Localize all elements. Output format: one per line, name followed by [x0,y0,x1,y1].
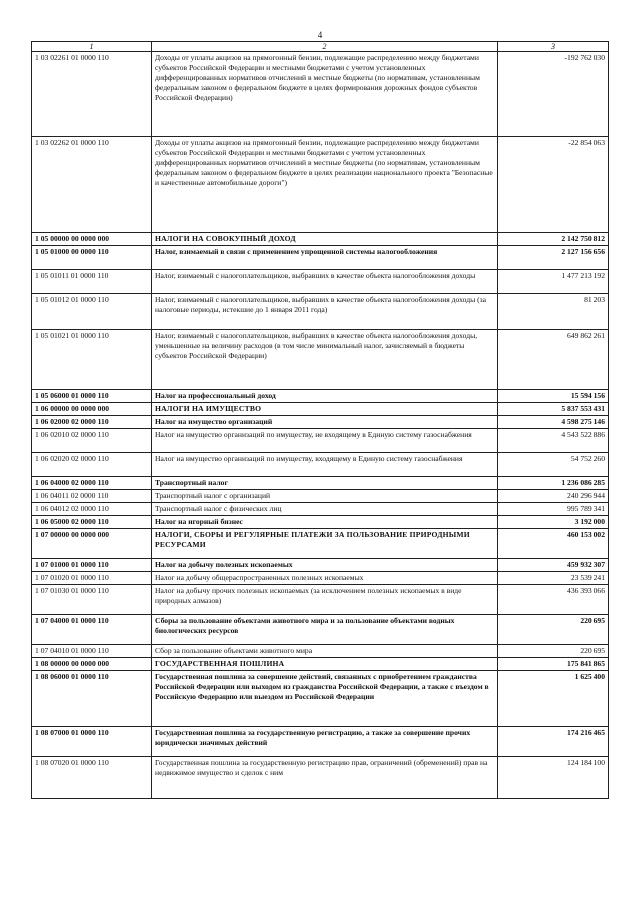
row-name: Сборы за пользование объектами животного мира и за пользование объектами водных биологических ресурсов [152,615,498,645]
row-amount: 220 695 [498,645,609,658]
row-amount: 5 837 553 431 [498,403,609,416]
row-amount: 220 695 [498,615,609,645]
row-code: 1 07 01030 01 0000 110 [32,585,152,615]
table-row [32,572,609,585]
table-row [32,529,609,559]
row-code: 1 03 02261 01 0000 110 [32,52,152,137]
row-code: 1 05 01021 01 0000 110 [32,330,152,390]
table-row [32,559,609,572]
row-code: 1 07 01000 01 0000 110 [32,559,152,572]
row-amount: 436 393 066 [498,585,609,615]
table-row [32,490,609,503]
table-row [32,658,609,671]
row-name: Государственная пошлина за государственную регистрацию, а также за совершение прочих юридически значимых действий [152,727,498,757]
column-number-header [32,42,609,52]
table-row [32,403,609,416]
row-amount: 649 862 261 [498,330,609,390]
table-row [32,429,609,453]
row-amount: 460 153 002 [498,529,609,559]
table-row [32,671,609,727]
row-name: Транспортный налог с организаций [152,490,498,503]
row-code: 1 06 02000 02 0000 110 [32,416,152,429]
row-code: 1 06 02010 02 0000 110 [32,429,152,453]
row-code: 1 08 00000 00 0000 000 [32,658,152,671]
row-amount: 240 296 944 [498,490,609,503]
row-amount: 459 932 307 [498,559,609,572]
row-code: 1 05 01011 01 0000 110 [32,270,152,294]
row-code: 1 05 06000 01 0000 110 [32,390,152,403]
row-code: 1 06 04011 02 0000 110 [32,490,152,503]
row-amount: 174 216 465 [498,727,609,757]
row-name: Налог на профессиональный доход [152,390,498,403]
row-name: ГОСУДАРСТВЕННАЯ ПОШЛИНА [152,658,498,671]
row-code: 1 06 04000 02 0000 110 [32,477,152,490]
table-row [32,615,609,645]
row-code: 1 08 06000 01 0000 110 [32,671,152,727]
row-code: 1 07 00000 00 0000 000 [32,529,152,559]
row-name: Государственная пошлина за государственную регистрацию прав, ограничений (обременений) прав на недвижимое имущество и сделок с ним [152,757,498,799]
table-row [32,503,609,516]
row-amount: 1 625 400 [498,671,609,727]
row-amount: 124 184 100 [498,757,609,799]
table-row [32,453,609,477]
table-row [32,390,609,403]
row-amount: 175 841 865 [498,658,609,671]
row-code: 1 05 00000 00 0000 000 [32,233,152,246]
row-code: 1 06 02020 02 0000 110 [32,453,152,477]
table-row [32,246,609,270]
row-name: Налог на игорный бизнес [152,516,498,529]
row-name: Налог на имущество организаций по имуществу, не входящему в Единую систему газоснабжения [152,429,498,453]
row-amount: 23 539 241 [498,572,609,585]
row-amount: 81 203 [498,294,609,330]
row-name: НАЛОГИ НА СОВОКУПНЫЙ ДОХОД [152,233,498,246]
row-amount: 2 127 156 656 [498,246,609,270]
revenue-table [31,41,609,799]
table-row [32,757,609,799]
row-amount: 15 594 156 [498,390,609,403]
row-amount: 54 752 260 [498,453,609,477]
row-amount: -192 762 030 [498,52,609,137]
row-name: Государственная пошлина за совершение действий, связанных с приобретением гражданства Российской Федерации или выходом из гражданства Российской Федерации, а также с въездом в Российскую Федерацию или выездом из Российской Федерации [152,671,498,727]
table-row [32,477,609,490]
row-name: Налог на имущество организаций [152,416,498,429]
row-code: 1 07 04010 01 0000 110 [32,645,152,658]
row-amount: 3 192 000 [498,516,609,529]
table-row [32,137,609,233]
row-name: Доходы от уплаты акцизов на прямогонный бензин, подлежащие распределению между бюджетами субъектов Российской Федерации и местными бюджетами с учетом установленных дифференцированных нормативов отчислений в местные бюджеты (по нормативам, установленным федеральным законом о федеральном бюджете в целях реализации национального проекта "Безопасные и качественные автомобильные дороги") [152,137,498,233]
table-row [32,645,609,658]
row-name: Налог на добычу общераспространенных полезных ископаемых [152,572,498,585]
table-row [32,52,609,137]
table-row [32,727,609,757]
row-amount: 1 236 086 285 [498,477,609,490]
row-name: Налог, взимаемый в связи с применением упрощенной системы налогообложения [152,246,498,270]
table-row [32,233,609,246]
table-row [32,416,609,429]
table-row [32,516,609,529]
row-name: Транспортный налог [152,477,498,490]
row-amount: -22 854 063 [498,137,609,233]
page-number: 4 [317,30,323,40]
row-code: 1 08 07000 01 0000 110 [32,727,152,757]
row-name: Налог на добычу полезных ископаемых [152,559,498,572]
row-code: 1 08 07020 01 0000 110 [32,757,152,799]
row-name: Налог, взимаемый с налогоплательщиков, выбравших в качестве объекта налогообложения доходы, уменьшенные на величину расходов (в том числе минимальный налог, зачисляемый в бюджеты субъектов Российской Федерации) [152,330,498,390]
row-amount: 1 477 213 192 [498,270,609,294]
row-code: 1 05 01000 00 0000 110 [32,246,152,270]
row-code: 1 03 02262 01 0000 110 [32,137,152,233]
row-code: 1 06 00000 00 0000 000 [32,403,152,416]
row-code: 1 07 01020 01 0000 110 [32,572,152,585]
row-name: Налог, взимаемый с налогоплательщиков, выбравших в качестве объекта налогообложения доходы [152,270,498,294]
row-amount: 995 789 341 [498,503,609,516]
row-amount: 4 543 522 886 [498,429,609,453]
table-row [32,585,609,615]
row-name: Налог на добычу прочих полезных ископаемых (за исключением полезных ископаемых в виде природных алмазов) [152,585,498,615]
table-row [32,270,609,294]
row-amount: 4 598 275 146 [498,416,609,429]
row-name: Налог на имущество организаций по имуществу, входящему в Единую систему газоснабжения [152,453,498,477]
row-name: Транспортный налог с физических лиц [152,503,498,516]
table-row [32,294,609,330]
header-col-3: 3 [498,42,609,52]
header-col-2: 2 [152,42,498,52]
row-name: НАЛОГИ, СБОРЫ И РЕГУЛЯРНЫЕ ПЛАТЕЖИ ЗА ПОЛЬЗОВАНИЕ ПРИРОДНЫМИ РЕСУРСАМИ [152,529,498,559]
row-name: Сбор за пользование объектами животного мира [152,645,498,658]
header-col-1: 1 [32,42,152,52]
row-name: НАЛОГИ НА ИМУЩЕСТВО [152,403,498,416]
row-code: 1 07 04000 01 0000 110 [32,615,152,645]
row-code: 1 06 05000 02 0000 110 [32,516,152,529]
table-row [32,330,609,390]
row-code: 1 06 04012 02 0000 110 [32,503,152,516]
row-name: Доходы от уплаты акцизов на прямогонный бензин, подлежащие распределению между бюджетами субъектов Российской Федерации и местными бюджетами с учетом установленных дифференцированных нормативов отчислений в местные бюджеты (по нормативам, установленным федеральным законом о федеральном бюджете в целях формирования дорожных фондов субъектов Российской Федерации) [152,52,498,137]
row-code: 1 05 01012 01 0000 110 [32,294,152,330]
row-amount: 2 142 750 812 [498,233,609,246]
row-name: Налог, взимаемый с налогоплательщиков, выбравших в качестве объекта налогообложения доходы (за налоговые периоды, истекшие до 1 января 2011 года) [152,294,498,330]
